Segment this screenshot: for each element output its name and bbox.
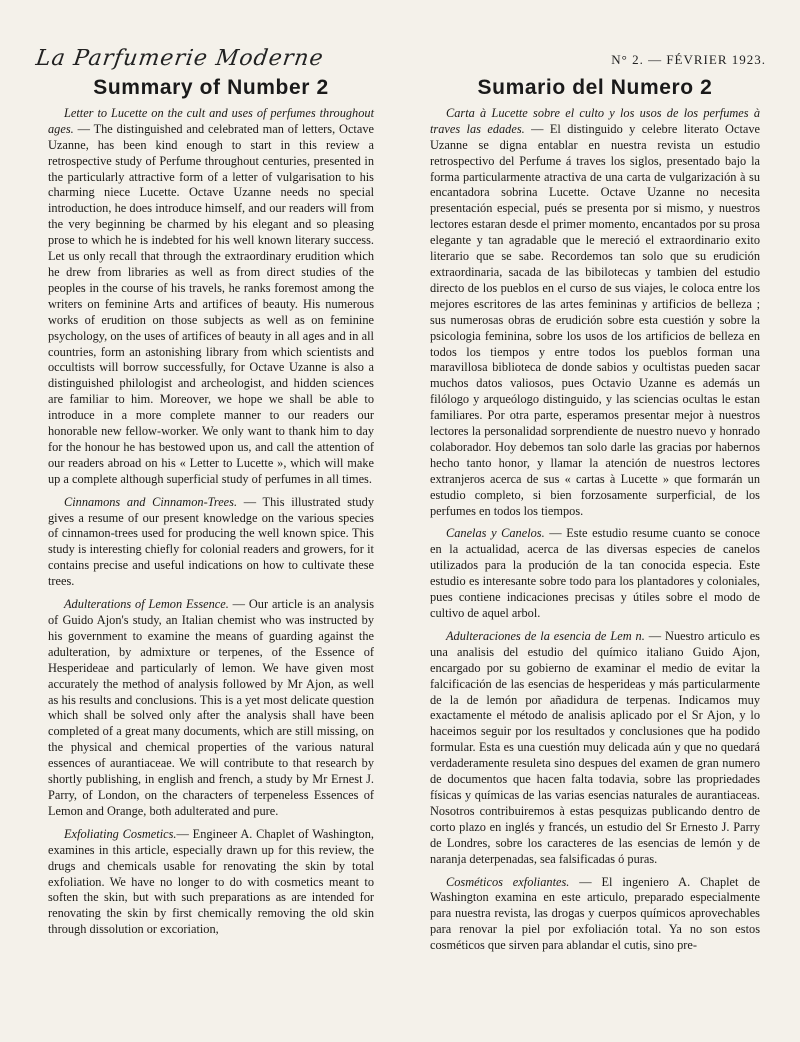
english-summary-column — [48, 76, 374, 945]
summary-item-title: Adulterations of Lemon Essence. — [64, 597, 229, 612]
summary-item-title: Canelas y Canelos. — [446, 526, 545, 541]
summary-item-text: — Este estudio resume cuanto se conoce en la actualidad, acerca de las diversas especies de canelos utilizados para la produción de la tan conocida especia. Este estudio es interesante sobre todo para los plantadores y coloniales, pues contiene indicaciones precisas y útiles sobre el modo de cultivo de aquel arbol. — [430, 526, 760, 620]
issue-number-date: N° 2. — FÉVRIER 1923. — [611, 52, 766, 67]
summary-item — [48, 597, 374, 820]
summary-item-title: Cinnamons and Cinnamon-Trees. — [64, 494, 238, 509]
summary-item-text: — Our article is an analysis of Guido Ajon's study, an Italian chemist who was instructed by his government to examine the means of guarding against the adulteration, by admixture or terpenes, of the Essence of Hesperideae and particularly of lemon. We have given most accurately the method of analysis followed by Mr Ajon, as well as his results and conclusions. This is a yet most delicate question which shall be solved only after the analysis shall have been completed of a great many documents, which are still missing, on the physical and chemical properties of the various natural essences of aurantiaceae. We will contribute to that research by shortly publishing, in english and french, a study by Mr Ernest J. Parry, of London, on the characters of terpeneless Essences of Lemon and Orange, both adulterated and pure. — [48, 597, 374, 818]
english-summary-heading: Summary of Number 2 — [93, 76, 329, 99]
summary-item-text: — El distinguido y celebre literato Octave Uzanne se digna entablar en nuestra revista un estudio retrospectivo del Perfume á traves los siglos, presentado bajo la forma particularmente atractiva de una carta de vulgarización à su encantadora sobrina Lucette. Octave Uzanne no necesita presentación especial, pués se presenta por si mismo, y nuestros lectores estaran desde el primer momento, encantados por su prosa elegante y tan agradable que le mereció el extraordinario exito literario que se sabe. Recordemos tan solo que su erudición extraordinaria, sacada de las bibilotecas y tambien del estudio directo de los pueblos en el curso de sus viajes, le coloca entre los mejores escritores de las artes femininas y artificios de belleza ; sus numerosas obras de erudición sobre esta cuestión y sobre la psicologia feminina, sobre los usos de los artificios de belleza en todos los tiempos y entre todos los pueblos forman una maravillosa biblioteca de donde sabios y ocultistas pueden sacar muchos datos valiosos, pues Octavio Uzanne es además un filólogo y arqueólogo distinguido, y las sciencias ocultas le estan familiares. Por otra parte, esperamos presentar mejor à nuestros lectores la personalidad sorprendiente de nuestro nuevo y honrado colaborador. Hoy debemos tan solo darle las gracias por habernos hecho tanto honor, y llamar la atención de nuestros lectores extranjeros acerca de sus « cartas à Lucette » que formarán un estudio completo, si bien forzosamente surperficial, de los perfumes en todos los tiempos. — [430, 121, 760, 518]
summary-item-text: — This illustrated study gives a resume of our present knowledge on the various species of cinnamon-trees used for producing the well known spice. This study is interesting chiefly for colonial readers and growers, for it contains precise and useful indications on how to cultivate these trees. — [48, 494, 374, 589]
summary-item — [48, 827, 374, 938]
summary-item — [48, 495, 374, 590]
summary-item-title: Letter to Lucette on the cult and uses of perfumes throughout ages. — [48, 105, 374, 136]
summary-item-title: Exfoliating Cosmetics. — [64, 826, 177, 841]
summary-item-text: — El ingeniero A. Chaplet de Washington examina en este articulo, preparado especialmente para nuestra revista, las drogas y cuerpos químicos aprovechables para renovar la piel por exfoliación total. Ya no son estos cosméticos que sirven para ablandar el cutis, sino pre- — [430, 874, 761, 953]
summary-item-title: Adulteraciones de la esencia de Lem n. — [446, 628, 645, 643]
summary-item-text: — Nuestro articulo es una analisis del estudio del químico italiano Guido Ajon, encargado por su gobierno de examinar el medio de evitar la falcificación de las esencias de hesperideas y más particularmente de la de lemón por añadidura de terpenas. Indicamos muy exactamente el método de analisis aplicado por el Sr Ajon, y lo haceimos seguir por los resultados y conclusiones que ha podido formular. Esta es una cuestión muy delicada aún y que no quedará verdaderamente resuleta sino despues del examen de gran numero de documentos que hacen falta todavia, sobre las propriedades físicas y químicas de las varias esencias naturales de aurantiaceas. Nosotros contribuiremos à estas pesquizas publicando dentro de corto plazo en inglés y francés, un estudio del Sr Ernesto J. Parry de Londres, sobre los caracteres de las esencias de lemón y de naranja deterpenadas, sea falsificadas ó puras. — [430, 628, 760, 866]
masthead-logo: La Parfumerie Moderne — [34, 46, 326, 71]
summary-item — [430, 629, 760, 868]
summary-item-text: — The distinguished and celebrated man of letters, Octave Uzanne, has been kind enough to start in this review a retrospective study of Perfume throughout centuries, presented in the particularly attractive form of a letter of vulgarisation to his charming niece Lucette. Octave Uzanne needs no special introduction, he does introduce himself, and our readers will from the very beginning be charmed by his elegant and so pleasing prose to which he is indebted for his well known literary success. Let us only recall that through the extraordinary erudition which he drew from libraries as well as from direct studies of the peoples in the course of his travels, he ranks foremost among the writers on feminine Arts and artifices of beauty. His numerous works of erudition on those subjects as well as on feminine psychology, on the uses of artifices of beauty in all ages and in all countries, form an astonishing library from which scientists and occultists will borrow successfully, for Octave Uzanne is also a distinguished philologist and archeologist, and hidden sciences are familiar to him. Moreover, we hope we shall be able to introduce in a more complete manner to our readers our honorable new fellow-worker. We only want to thank him to day for the honour he has bestowed upon us, and call the attention of our readers abroad on his « Letter to Lucette », which will make up a complete although superficial study of perfumes in all times. — [48, 121, 374, 486]
spanish-summary-column — [430, 76, 761, 961]
page-header — [36, 46, 770, 76]
summary-item — [430, 875, 760, 955]
summary-item-title: Carta à Lucette sobre el culto y los usos de los perfumes à traves las edades. — [430, 105, 760, 136]
summary-item — [48, 106, 374, 488]
summary-item — [430, 526, 760, 621]
summary-item-title: Cosméticos exfoliantes. — [446, 874, 570, 889]
spanish-summary-heading: Sumario del Numero 2 — [477, 76, 713, 99]
summary-item — [430, 106, 760, 520]
summary-item-text: — Engineer A. Chaplet of Washington, examines in this article, especially drawn up for this review, the drugs and chemicals usable for renovating the skin by total exfoliation. We have no longer to do with cosmetics meant to soften the skin, but with such preparations as are intended for renovating the skin by first chemically removing the old skin through dissolution or excoriation, — [48, 826, 374, 937]
